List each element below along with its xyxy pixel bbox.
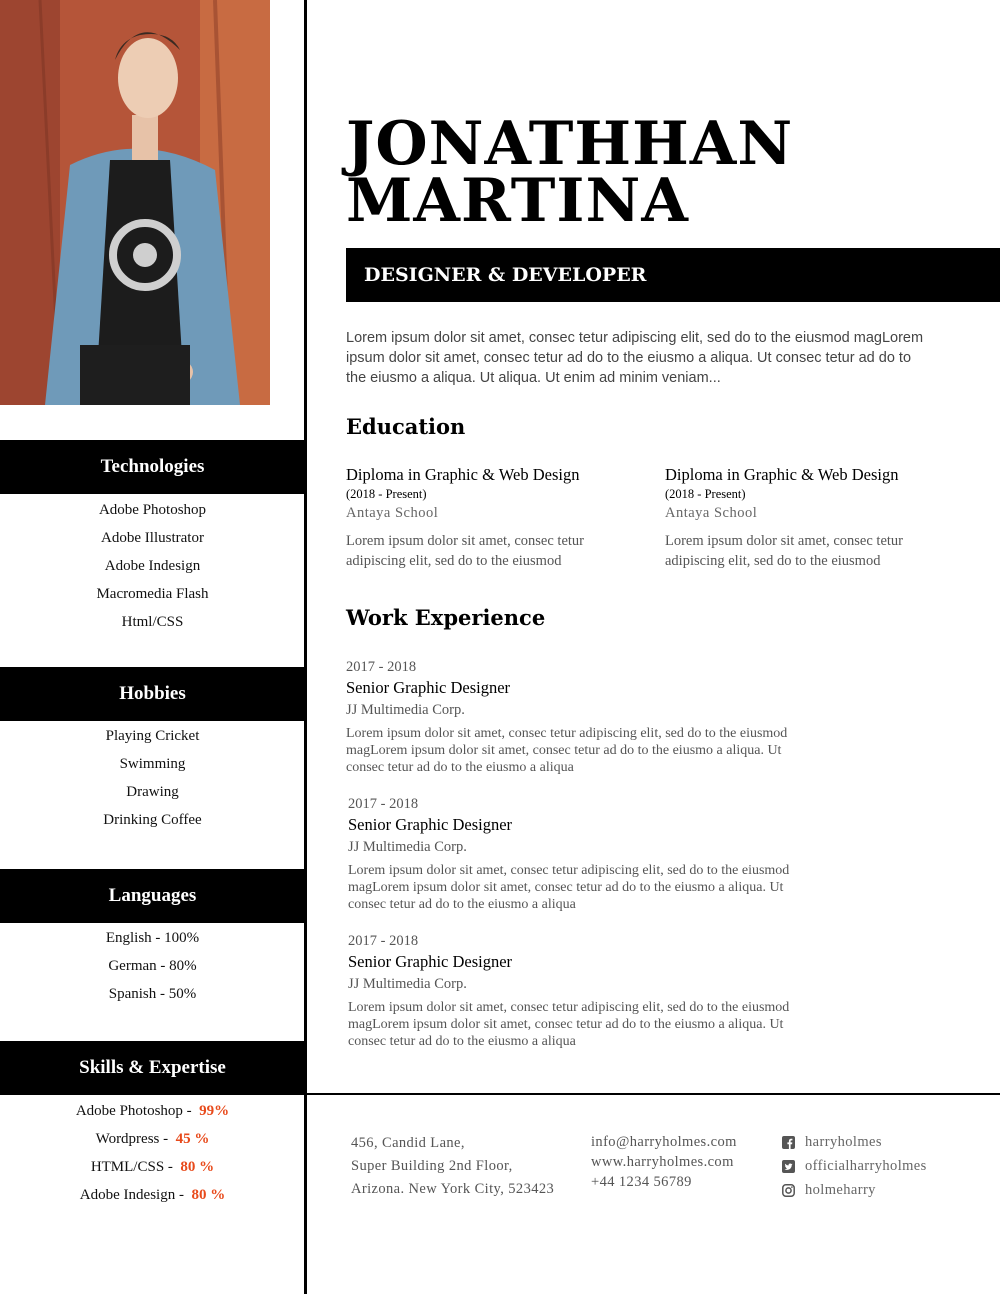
education-description: Lorem ipsum dolor sit amet, consec tetur adipiscing elit, sed do to the eiusmod [665, 533, 903, 569]
technologies-list [0, 496, 305, 636]
skill-name: Wordpress - [95, 1131, 169, 1147]
person-name [346, 109, 794, 236]
technologies-header: Technologies [0, 440, 305, 494]
skill-item [0, 1125, 305, 1153]
social-handle: harryholmes [805, 1133, 882, 1150]
education-degree: Diploma in Graphic & Web Design [665, 465, 899, 484]
job-title: DESIGNER & DEVELOPER [364, 264, 647, 286]
list-item: Playing Cricket [105, 728, 200, 744]
social-handle: holmeharry [805, 1181, 876, 1198]
skill-item [0, 1153, 305, 1181]
work-item [346, 657, 816, 776]
list-item: Macromedia Flash [96, 586, 209, 602]
work-years: 2017 - 2018 [346, 659, 417, 675]
skill-name: HTML/CSS - [90, 1159, 173, 1175]
social-instagram[interactable] [782, 1178, 927, 1202]
list-item: English - 100% [105, 930, 200, 946]
education-item [346, 464, 646, 571]
skill-item [0, 1181, 305, 1209]
work-years: 2017 - 2018 [348, 796, 419, 812]
work-company: JJ Multimedia Corp. [346, 702, 465, 718]
work-role: Senior Graphic Designer [346, 678, 511, 697]
education-school: Antaya School [665, 505, 758, 521]
work-role: Senior Graphic Designer [348, 952, 513, 971]
address-line: 456, Candid Lane, [351, 1135, 465, 1151]
education-years: (2018 - Present) [665, 487, 746, 501]
list-item: Adobe Illustrator [101, 530, 204, 546]
education-degree: Diploma in Graphic & Web Design [346, 465, 580, 484]
social-facebook[interactable] [782, 1130, 927, 1154]
phone-number: +44 1234 56789 [591, 1174, 692, 1190]
work-company: JJ Multimedia Corp. [348, 976, 467, 992]
work-description: Lorem ipsum dolor sit amet, consec tetur adipiscing elit, sed do to the eiusmod magLorem ipsum dolor sit amet, consec tetur ad do to the eiusmo a aliqua. Ut consec tetur ad do to the eiusmo a aliqua [348, 1000, 790, 1049]
education-years: (2018 - Present) [346, 487, 427, 501]
footer-social [782, 1130, 927, 1202]
list-item: Spanish - 50% [108, 986, 197, 1002]
address-line: Arizona. New York City, 523423 [351, 1181, 555, 1197]
job-title-bar [346, 248, 1000, 302]
skills-header: Skills & Expertise [0, 1041, 305, 1095]
skill-percent: 80 % [180, 1159, 215, 1175]
work-description: Lorem ipsum dolor sit amet, consec tetur adipiscing elit, sed do to the eiusmod magLorem ipsum dolor sit amet, consec tetur ad do to the eiusmo a aliqua. Ut consec tetur ad do to the eiusmo a aliqua [348, 863, 790, 912]
skill-percent: 80 % [191, 1187, 226, 1203]
skill-name: Adobe Photoshop - [75, 1103, 192, 1119]
list-item: Drinking Coffee [103, 812, 202, 828]
work-years: 2017 - 2018 [348, 933, 419, 949]
footer-address [351, 1132, 554, 1201]
education-description: Lorem ipsum dolor sit amet, consec tetur adipiscing elit, sed do to the eiusmod [346, 533, 584, 569]
hobbies-header: Hobbies [0, 667, 305, 721]
footer-contact [591, 1132, 737, 1192]
list-item: Adobe Indesign [104, 558, 201, 574]
list-item: Swimming [119, 756, 186, 772]
languages-header: Languages [0, 869, 305, 923]
email-link[interactable]: info@harryholmes.com [591, 1134, 737, 1150]
skill-percent: 45 % [175, 1131, 210, 1147]
instagram-icon [782, 1184, 795, 1197]
website-link[interactable]: www.harryholmes.com [591, 1154, 734, 1170]
profile-summary: Lorem ipsum dolor sit amet, consec tetur adipiscing elit, sed do to the eiusmod magLorem ipsum dolor sit amet, consec tetur ad do to the eiusmo a aliqua. Ut consec tetur ad do to the eiusmo a aliqua. Ut aliqua. Ut enim ad minim veniam... [346, 330, 924, 386]
list-item: Html/CSS [121, 614, 184, 630]
work-role: Senior Graphic Designer [348, 815, 513, 834]
work-item [348, 931, 803, 1050]
work-experience-title: Work Experience [346, 605, 546, 630]
facebook-icon [782, 1136, 795, 1149]
education-title: Education [346, 414, 466, 439]
name-line-1: JONATHHAN [346, 109, 794, 179]
social-twitter[interactable] [782, 1154, 927, 1178]
education-school: Antaya School [346, 505, 439, 521]
skill-percent: 99% [199, 1103, 230, 1119]
languages-list [0, 924, 305, 1008]
footer-divider [306, 1093, 1000, 1095]
skill-item [0, 1097, 305, 1125]
name-line-2: MARTINA [346, 166, 689, 236]
profile-photo [0, 0, 270, 405]
list-item: Drawing [126, 784, 179, 800]
work-description: Lorem ipsum dolor sit amet, consec tetur adipiscing elit, sed do to the eiusmod magLorem ipsum dolor sit amet, consec tetur ad do to the eiusmo a aliqua. Ut consec tetur ad do to the eiusmo a aliqua [346, 726, 788, 775]
social-handle: officialharryholmes [805, 1157, 927, 1174]
education-item [665, 464, 965, 571]
profile-photo-illustration [0, 0, 270, 405]
skill-name: Adobe Indesign - [79, 1187, 184, 1203]
hobbies-list [0, 722, 305, 834]
twitter-icon [782, 1160, 795, 1173]
work-item [348, 794, 803, 913]
skills-list [0, 1097, 305, 1209]
address-line: Super Building 2nd Floor, [351, 1158, 513, 1174]
list-item: German - 80% [108, 958, 197, 974]
work-company: JJ Multimedia Corp. [348, 839, 467, 855]
list-item: Adobe Photoshop [98, 502, 207, 518]
